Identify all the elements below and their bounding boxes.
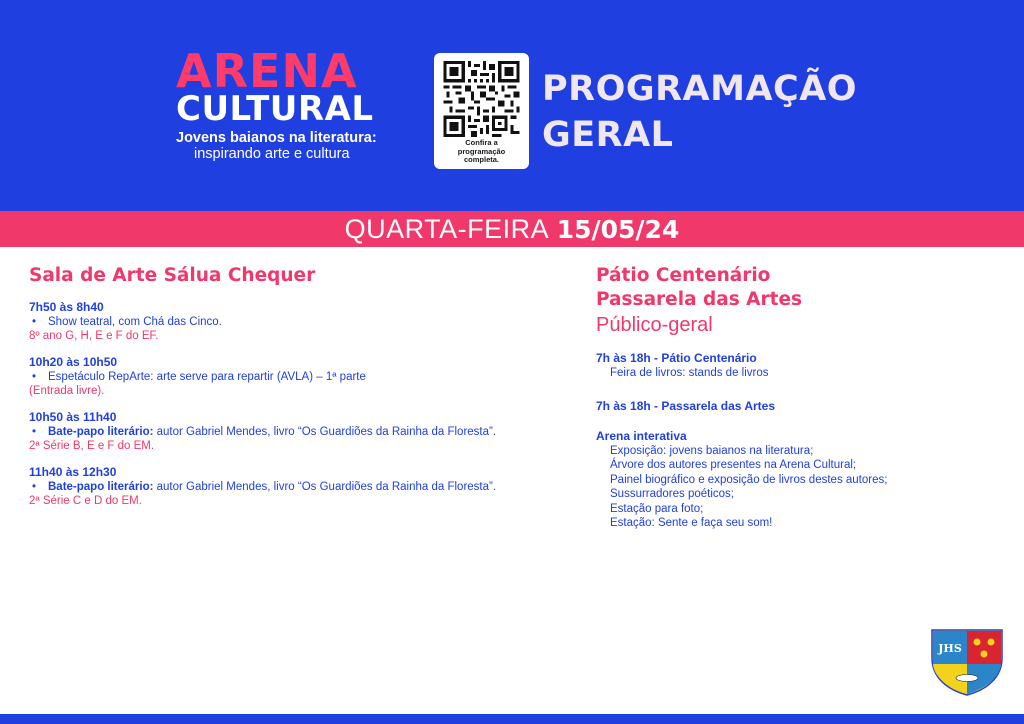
event-audience: 8º ano G, H, E e F do EF. bbox=[29, 330, 159, 342]
venue-title-passarela: Passarela das Artes bbox=[596, 289, 803, 310]
event-bold-label: Bate-papo literário: bbox=[48, 426, 154, 438]
school-crest-icon bbox=[930, 628, 1004, 696]
event-time: 11h40 às 12h30 bbox=[29, 465, 117, 479]
right-column bbox=[596, 264, 996, 531]
schedule-block bbox=[596, 399, 996, 414]
event-description bbox=[29, 480, 569, 494]
event-description bbox=[29, 315, 569, 329]
page-title-line-1: PROGRAMAÇÃO bbox=[542, 69, 858, 109]
schedule-item: Estação: Sente e faça seu som! bbox=[610, 517, 773, 529]
bottom-bar bbox=[0, 714, 1024, 724]
event-description bbox=[29, 425, 569, 439]
bullet-icon: • bbox=[32, 481, 37, 493]
left-column bbox=[29, 264, 569, 508]
crest-monogram: JHS bbox=[938, 642, 962, 655]
event-text: autor Gabriel Mendes, livro “Os Guardiões da Rainha da Floresta”. bbox=[153, 426, 497, 438]
schedule-item: Sussurradores poéticos; bbox=[610, 488, 735, 500]
qr-caption-line-3: completa. bbox=[463, 155, 499, 164]
bullet-icon: • bbox=[32, 316, 37, 328]
event-text: autor Gabriel Mendes, livro “Os Guardiões da Rainha da Floresta”. bbox=[153, 481, 497, 493]
schedule-item: Exposição: jovens baianos na literatura; bbox=[610, 444, 814, 457]
logo-tagline-1: Jovens baianos na literatura: bbox=[176, 130, 377, 146]
event-audience: 2ª Série B, E e F do EM. bbox=[29, 440, 155, 452]
event-time: 10h50 às 11h40 bbox=[29, 410, 117, 424]
event-text: Show teatral, com Chá das Cinco. bbox=[48, 316, 222, 328]
event-block bbox=[29, 410, 569, 453]
qr-caption bbox=[434, 139, 529, 165]
schedule-time: 7h às 18h - Pátio Centenário bbox=[596, 351, 757, 365]
audience-label: Público-geral bbox=[596, 314, 713, 336]
bullet-icon: • bbox=[32, 426, 37, 438]
bullet-icon: • bbox=[32, 371, 37, 383]
page-title bbox=[542, 66, 857, 158]
date-label: 15/05/24 bbox=[556, 215, 680, 244]
event-block bbox=[29, 465, 569, 508]
schedule-block bbox=[596, 351, 996, 381]
event-bold-label: Bate-papo literário: bbox=[48, 481, 154, 493]
event-text: Espetáculo RepArte: arte serve para repartir (AVLA) – 1ª parte bbox=[48, 371, 366, 383]
event-audience: (Entrada livre). bbox=[29, 385, 105, 397]
schedule-item: Feira de livros: stands de livros bbox=[610, 367, 769, 379]
qr-caption-line-2: programação bbox=[457, 146, 506, 156]
weekday-label: QUARTA-FEIRA bbox=[344, 214, 550, 244]
qr-code-card[interactable] bbox=[434, 53, 529, 169]
arena-cultural-logo bbox=[176, 44, 416, 162]
logo-tagline-2: inspirando arte e cultura bbox=[194, 146, 350, 162]
event-time: 10h20 às 10h50 bbox=[29, 355, 118, 369]
schedule-block bbox=[596, 429, 996, 531]
qr-caption-line-1: Confira a bbox=[465, 138, 498, 147]
schedule-time: Arena interativa bbox=[596, 428, 687, 443]
event-audience: 2ª Série C e D do EM. bbox=[29, 495, 142, 507]
event-block bbox=[29, 355, 569, 398]
schedule-item: Painel biográfico e exposição de livros destes autores; bbox=[610, 473, 888, 486]
event-description bbox=[29, 370, 569, 384]
date-band bbox=[0, 211, 1024, 247]
venue-title-sala-de-arte: Sala de Arte Sálua Chequer bbox=[29, 265, 316, 286]
event-block bbox=[29, 300, 569, 343]
schedule-time: 7h às 18h - Passarela das Artes bbox=[596, 398, 775, 413]
schedule-item: Árvore dos autores presentes na Arena Cultural; bbox=[610, 459, 857, 471]
page-title-line-2: GERAL bbox=[542, 115, 674, 155]
logo-cultural-text: CULTURAL bbox=[176, 89, 374, 129]
venue-title-patio: Pátio Centenário bbox=[596, 265, 771, 286]
event-time: 7h50 às 8h40 bbox=[29, 300, 104, 314]
schedule-item: Estação para foto; bbox=[610, 502, 704, 515]
qr-code-icon bbox=[442, 61, 521, 137]
header-banner bbox=[0, 0, 1024, 211]
logo-arena-text: ARENA bbox=[176, 44, 358, 98]
